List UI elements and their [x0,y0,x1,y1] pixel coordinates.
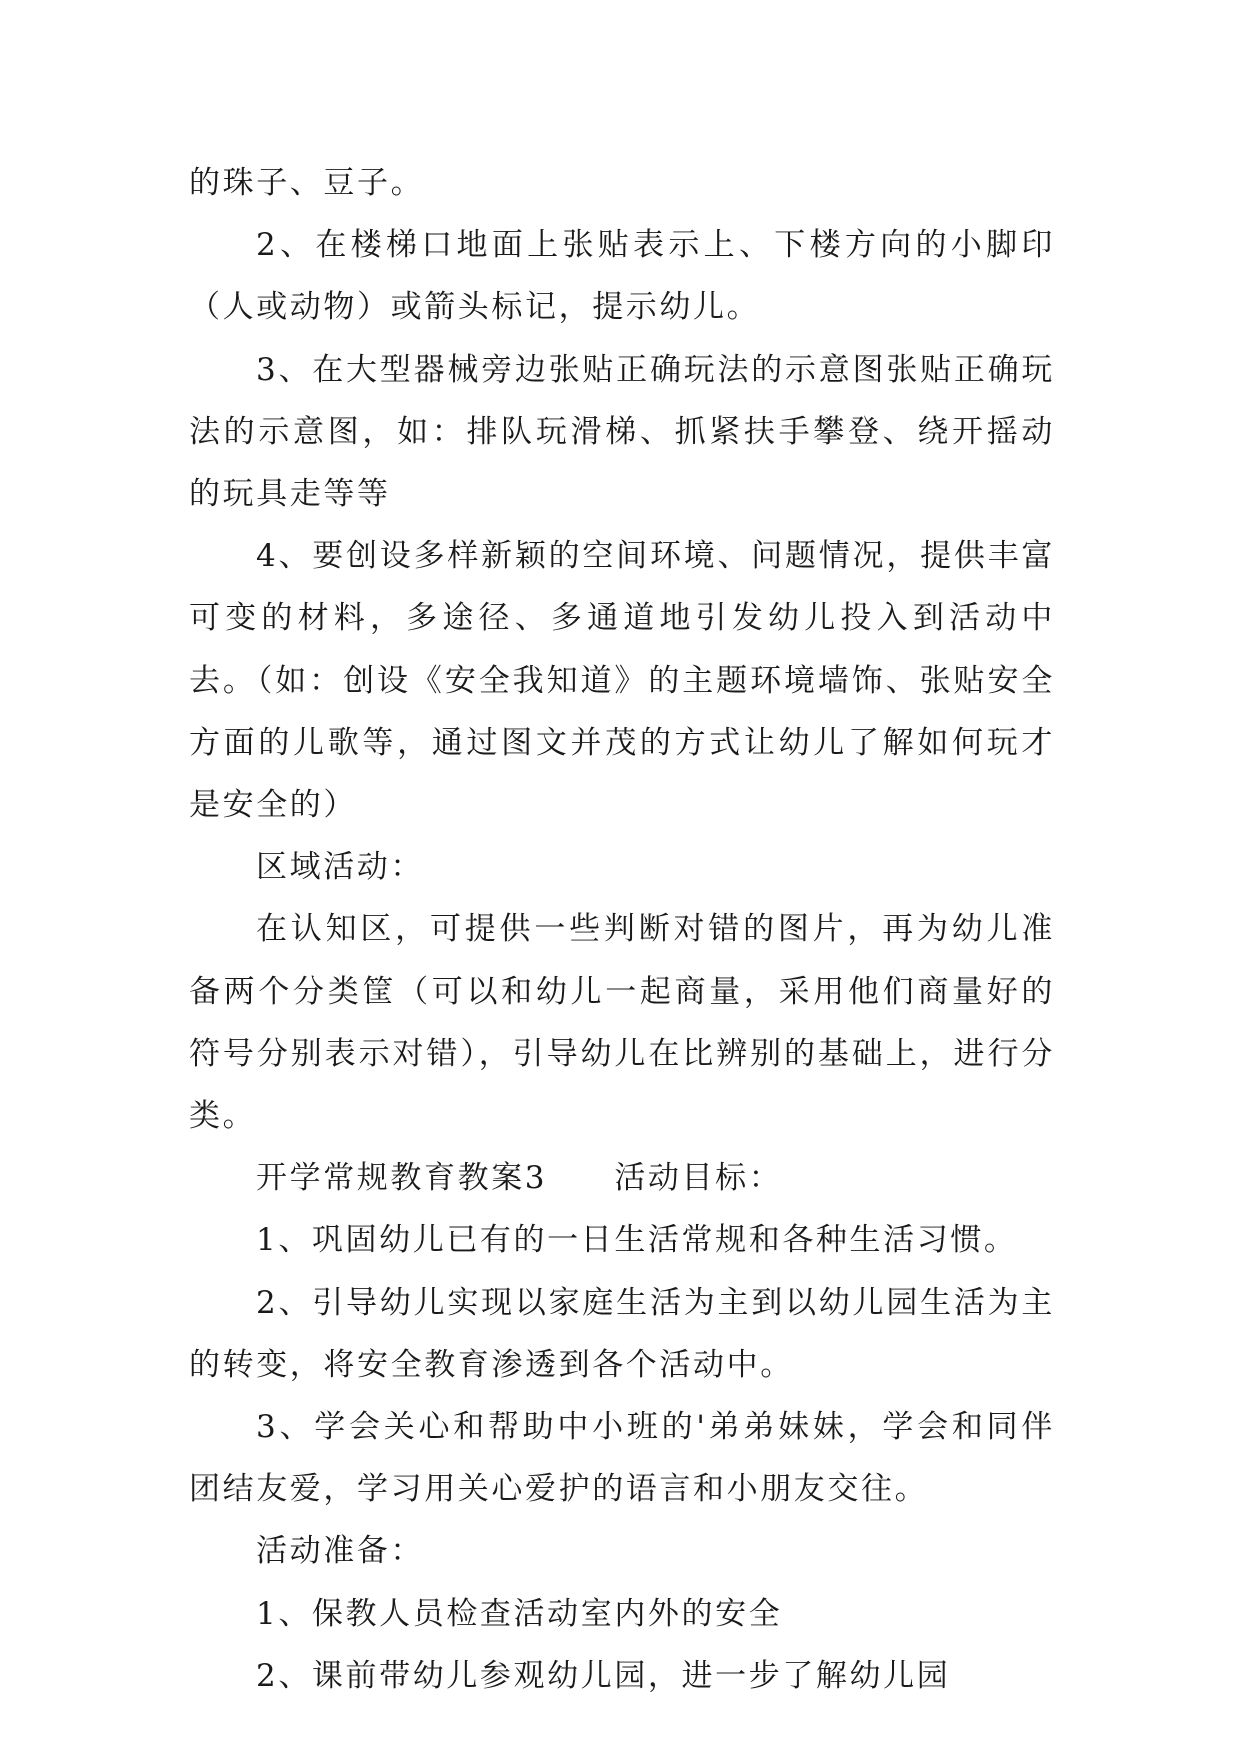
paragraph-goal-2: 2、引导幼儿实现以家庭生活为主到以幼儿园生活为主的转变，将安全教育渗透到各个活动中。 [189,1284,1055,1383]
section-heading-lesson-plan-3: 开学常规教育教案3 活动目标： [256,1160,783,1197]
paragraph-goal-1: 1、巩固幼儿已有的一日生活常规和各种生活习惯。 [256,1222,1018,1259]
paragraph-cognition-area: 在认知区，可提供一些判断对错的图片，再为幼儿准备两个分类筐（可以和幼儿一起商量，采用他们商量好的符号分别表示对错），引导幼儿在比辨别的基础上，进行分类。 [189,911,1055,1135]
paragraph-item-3-equipment: 3、在大型器械旁边张贴正确玩法的示意图张贴正确玩法的示意图，如：排队玩滑梯、抓紧扶手攀登、绕开摇动的玩具走等等 [189,351,1055,513]
paragraph-item-2-stairs: 2、在楼梯口地面上张贴表示上、下楼方向的小脚印（人或动物）或箭头标记，提示幼儿。 [189,227,1055,326]
section-heading-preparation: 活动准备： [256,1533,424,1570]
paragraph-item-4-environment: 4、要创设多样新颖的空间环境、问题情况，提供丰富可变的材料，多途径、多通道地引发幼儿投入到活动中去。（如：创设《安全我知道》的主题环境墙饰、张贴安全方面的儿歌等，通过图文并茂的方式让幼儿了解如何玩才是安全的） [189,538,1055,824]
document-body [189,152,1055,1707]
paragraph-continuation: 的珠子、豆子。 [189,165,425,201]
paragraph-preparation-1: 1、保教人员检查活动室内外的安全 [256,1595,783,1632]
section-heading-area-activity: 区域活动： [256,849,424,886]
paragraph-preparation-2: 2、课前带幼儿参观幼儿园，进一步了解幼儿园 [256,1657,951,1694]
paragraph-goal-3: 3、学会关心和帮助中小班的'弟弟妹妹，学会和同伴团结友爱，学习用关心爱护的语言和小朋友交往。 [189,1409,1055,1508]
